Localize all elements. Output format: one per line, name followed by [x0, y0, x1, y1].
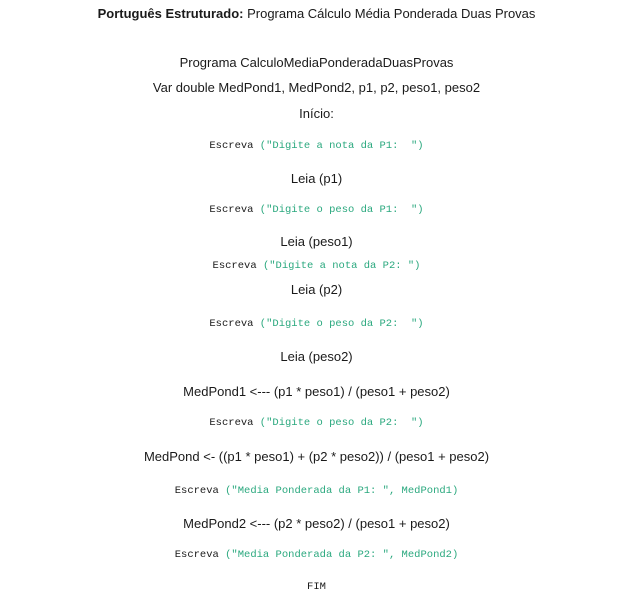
escreva-keyword: Escreva: [212, 260, 257, 272]
escreva-peso-p1: [0, 204, 633, 216]
leia-p2: Leia (p2): [290, 282, 343, 297]
escreva-keyword: Escreva: [209, 318, 254, 330]
escreva-keyword: Escreva: [174, 485, 219, 497]
title-text: Programa Cálculo Média Ponderada Duas Provas: [243, 6, 536, 21]
escreva-keyword: Escreva: [174, 549, 219, 561]
escreva-peso-p2: [0, 318, 633, 330]
leia-peso1: Leia (peso1): [280, 234, 353, 249]
calc-medpond1: MedPond1 <--- (p1 * peso1) / (peso1 + peso2): [183, 384, 450, 399]
inicio-line: Início:: [299, 106, 334, 121]
program-declaration: Programa CalculoMediaPonderadaDuasProvas: [179, 55, 454, 70]
escreva-media-p1: [0, 485, 633, 497]
escreva-peso-p2-repeat: [0, 417, 633, 429]
escreva-string: ("Digite o peso da P1: "): [253, 204, 424, 216]
escreva-string: ("Media Ponderada da P2: ", MedPond2): [218, 549, 459, 561]
escreva-keyword: Escreva: [209, 140, 254, 152]
fim-line: FIM: [307, 581, 326, 593]
leia-p1: Leia (p1): [290, 171, 343, 186]
title-label: Português Estruturado:: [97, 6, 244, 21]
document-title: [0, 6, 633, 21]
escreva-nota-p1: [0, 140, 633, 152]
escreva-keyword: Escreva: [209, 204, 254, 216]
escreva-string: ("Media Ponderada da P1: ", MedPond1): [218, 485, 459, 497]
leia-peso2: Leia (peso2): [280, 349, 353, 364]
escreva-media-p2: [0, 549, 633, 561]
escreva-keyword: Escreva: [209, 417, 254, 429]
escreva-string: ("Digite o peso da P2: "): [253, 417, 424, 429]
escreva-string: ("Digite a nota da P2: "): [256, 260, 421, 272]
escreva-string: ("Digite o peso da P2: "): [253, 318, 424, 330]
calc-medpond2: MedPond2 <--- (p2 * peso2) / (peso1 + peso2): [183, 516, 450, 531]
calc-medpond: MedPond <- ((p1 * peso1) + (p2 * peso2)) / (peso1 + peso2): [143, 449, 490, 464]
escreva-nota-p2: [0, 260, 633, 272]
escreva-string: ("Digite a nota da P1: "): [253, 140, 424, 152]
var-declaration: Var double MedPond1, MedPond2, p1, p2, peso1, peso2: [152, 80, 481, 95]
